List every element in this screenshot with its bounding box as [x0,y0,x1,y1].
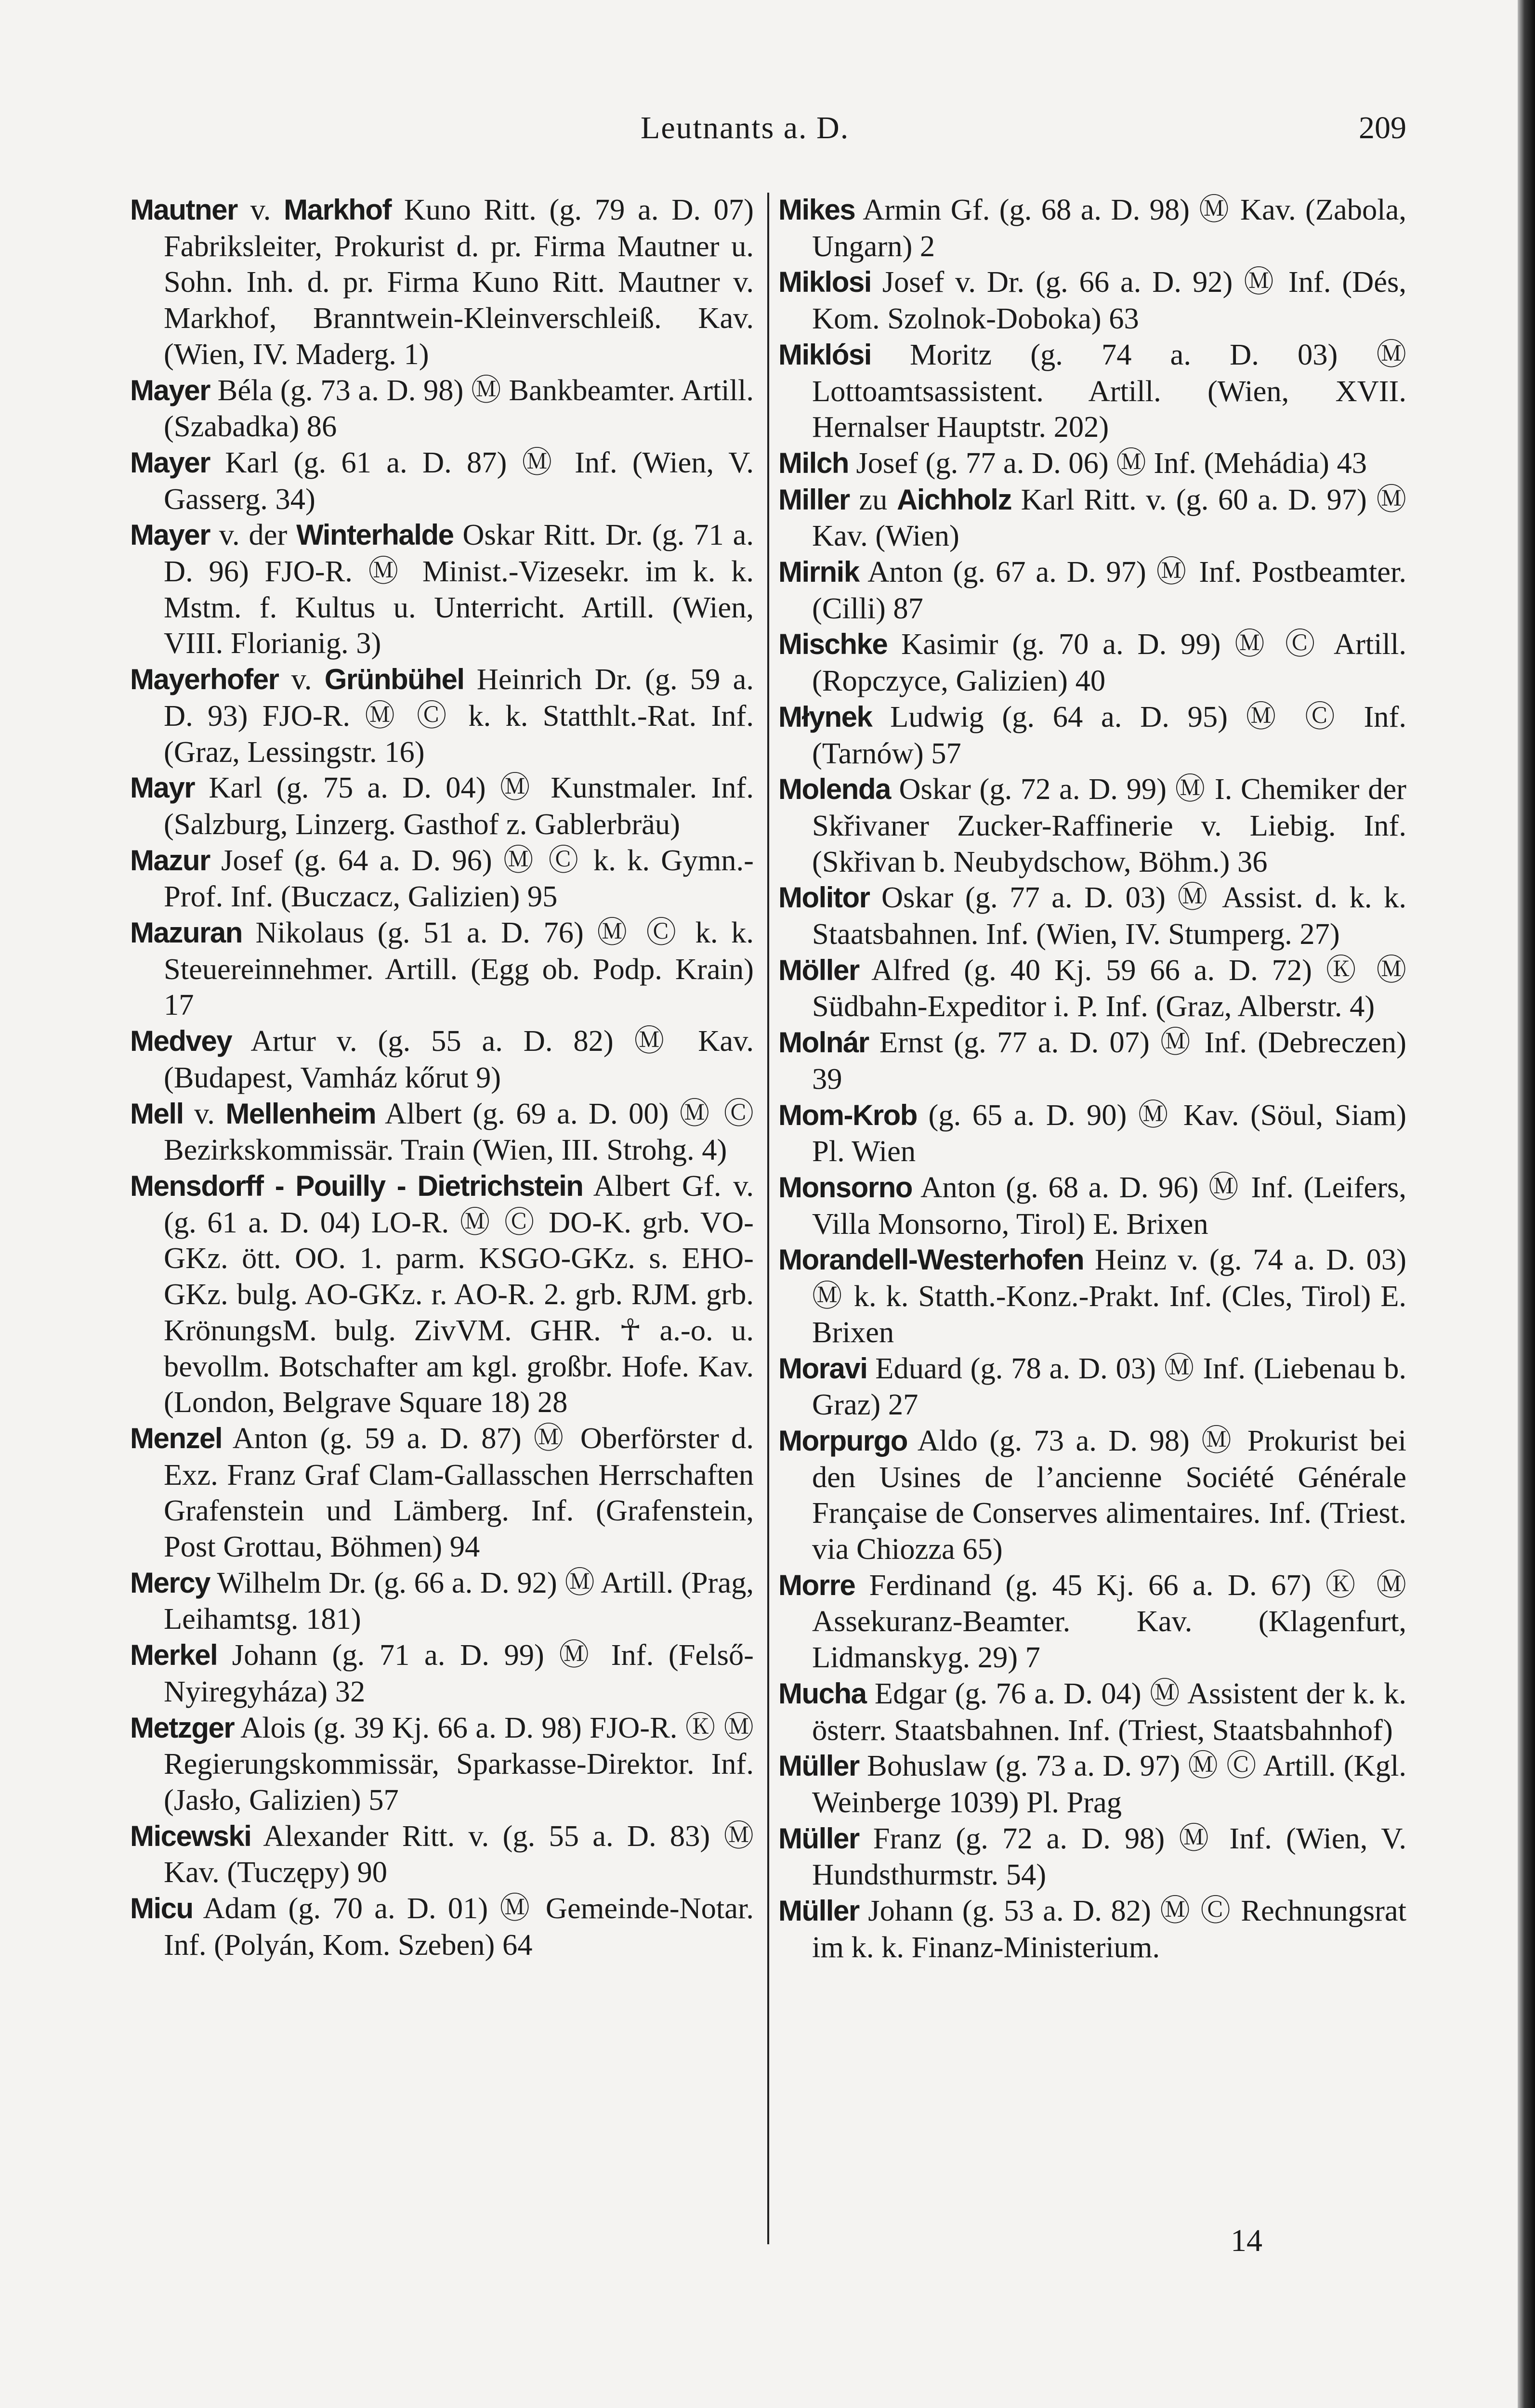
entry-details: (g. 65 a. D. 90) Ⓜ Kav. (Söul, Siam) Pl. Wien [812,1098,1406,1168]
entry-surname: Medvey [130,1025,232,1058]
entry-details: Albert Gf. v. (g. 61 a. D. 04) LO-R. Ⓜ Ⓒ DO-K. grb. VO-GKz. ött. OO. 1. parm. KSGO-GKz. s. EHO-GKz. bulg. AO-GKz. r. AO-R. 2. grb. RJM. grb. KrönungsM. bulg. ZivVM. GHR. ☥ a.-o. u. bevollm. Botschafter am kgl. großbr. Hofe. Kav. (London, Belgrave Square 18) 28 [164,1168,754,1419]
entry-surname: Miller [778,483,850,516]
entry-details: Karl Ritt. v. (g. 60 a. D. 97) Ⓜ Kav. (Wien) [812,482,1406,553]
entry-surname: Morandell-Westerhofen [778,1243,1084,1276]
entry-details: Johann (g. 53 a. D. 82) Ⓜ Ⓒ Rechnungsrat im k. k. Finanz-Ministerium. [812,1894,1406,1964]
entry-surname: Miklosi [778,266,871,299]
entry-particle: v. [183,1096,226,1130]
entry-surname: Molnár [778,1026,869,1059]
directory-entry [130,915,754,1023]
directory-entry [778,1024,1406,1097]
entry-surname: Mazuran [130,916,242,949]
entry-details: Edgar (g. 76 a. D. 04) Ⓜ Assistent der k. k. österr. Staatsbahnen. Inf. (Triest, Staatsbahnhof) [812,1676,1406,1747]
left-column [130,192,754,1963]
entry-surname: Micewski [130,1819,251,1852]
entry-particle: zu [849,482,897,516]
directory-entry [130,842,754,915]
directory-entry [130,1818,754,1890]
entry-surname: Mautner [130,194,237,226]
entry-surname: Mazur [130,844,210,877]
entry-surname: Miklósi [778,338,871,371]
entry-particle: v. [278,662,325,696]
directory-entry [130,372,754,445]
entry-details: Artur v. (g. 55 a. D. 82) Ⓜ Kav. (Budapest, Vamház kőrut 9) [164,1024,754,1094]
directory-entry [778,337,1406,445]
directory-entry [130,1023,754,1095]
directory-entry [778,1748,1406,1820]
entry-surname: Moravi [778,1352,867,1385]
entry-surname: Mischke [778,628,888,661]
entry-predicate: Aichholz [896,483,1011,516]
entry-surname: Merkel [130,1639,218,1672]
directory-entry [130,1565,754,1637]
directory-entry [778,699,1406,771]
directory-entry [778,1820,1406,1893]
entry-surname: Müller [778,1895,859,1927]
directory-entry [130,445,754,517]
entry-details: Ludwig (g. 64 a. D. 95) Ⓜ Ⓒ Inf. (Tarnów) 57 [812,699,1406,770]
entry-surname: Mom-Krob [778,1099,917,1131]
entry-surname: Mayer [130,374,210,406]
directory-entry [778,1169,1406,1242]
entry-surname: Möller [778,954,859,986]
directory-entry [130,192,754,372]
entry-surname: Menzel [130,1422,223,1454]
entry-surname: Mayr [130,772,195,804]
entry-predicate: Winterhalde [296,519,454,551]
entry-details: Alfred (g. 40 Kj. 59 66 a. D. 72) Ⓚ Ⓜ Südbahn-Expeditor i. P. Inf. (Graz, Alberstr. 4) [812,953,1406,1023]
directory-entry [778,1675,1406,1748]
entry-particle: v. [237,193,284,226]
entry-details: Josef (g. 77 a. D. 06) Ⓜ Inf. (Mehádia) 43 [848,445,1367,480]
directory-entry [130,770,754,842]
entry-surname: Mayer [130,519,210,551]
directory-entry [778,1097,1406,1169]
entry-details: Alois (g. 39 Kj. 66 a. D. 98) FJO-R. Ⓚ Ⓜ Regierungskommissär, Sparkasse-Direktor. Inf. (Jasło, Galizien) 57 [164,1710,754,1817]
entry-details: Franz (g. 72 a. D. 98) Ⓜ Inf. (Wien, V. Hundsthurmstr. 54) [812,1821,1406,1892]
directory-entry [130,1420,754,1565]
directory-entry [778,1350,1406,1423]
entry-surname: Milch [778,446,849,479]
entry-details: Bohuslaw (g. 73 a. D. 97) Ⓜ Ⓒ Artill. (Kgl. Weinberge 1039) Pl. Prag [812,1749,1406,1819]
directory-entry [778,626,1406,698]
entry-surname: Morpurgo [778,1424,907,1457]
entry-details: Nikolaus (g. 51 a. D. 76) Ⓜ Ⓒ k. k. Steuereinnehmer. Artill. (Egg ob. Podp. Krain) 17 [164,916,754,1022]
directory-entry [778,952,1406,1024]
entry-surname: Molenda [778,773,891,806]
page-header [641,110,1406,163]
entry-details: Kuno Ritt. (g. 79 a. D. 07) Fabriksleiter, Prokurist d. pr. Firma Mautner u. Sohn. Inh. d. pr. Firma Kuno Ritt. Mautner v. Markhof, Branntwein-Kleinverschleiß. Kav. (Wien, IV. Maderg. 1) [164,193,754,371]
entry-predicate: Mellenheim [225,1097,376,1130]
running-title: Leutnants a. D. [641,110,850,145]
directory-entry [778,554,1406,626]
entry-surname: Mell [130,1097,184,1130]
entry-details: Karl (g. 75 a. D. 04) Ⓜ Kunstmaler. Inf. (Salzburg, Linzerg. Gasthof z. Gablerbräu) [164,771,754,841]
entry-predicate: Grünbühel [324,663,464,696]
entry-details: Ernst (g. 77 a. D. 07) Ⓜ Inf. (Debreczen) 39 [812,1025,1406,1096]
entry-details: Béla (g. 73 a. D. 98) Ⓜ Bankbeamter. Artill. (Szabadka) 86 [164,373,754,444]
directory-entry [130,1710,754,1818]
entry-details: Heinrich Dr. (g. 59 a. D. 93) FJO-R. Ⓜ Ⓒ k. k. Statthlt.-Rat. Inf. (Graz, Lessingstr. 16) [164,662,754,769]
directory-entry [778,192,1406,264]
directory-entry [778,482,1406,554]
entry-surname: Morre [778,1569,855,1601]
entry-details: Armin Gf. (g. 68 a. D. 98) Ⓜ Kav. (Zabola, Ungarn) 2 [812,193,1406,263]
directory-entry [778,879,1406,952]
entry-details: Wilhelm Dr. (g. 66 a. D. 92) Ⓜ Artill. (Prag, Leihamtsg. 181) [164,1565,754,1636]
entry-details: Anton (g. 59 a. D. 87) Ⓜ Oberförster d. Exz. Franz Graf Clam-Gallasschen Herrschaften Grafenstein und Lämberg. Inf. (Grafenstein, Post Grottau, Böhmen) 94 [164,1421,754,1564]
entry-surname: Mayerhofer [130,663,279,696]
column-divider [767,193,769,2244]
directory-entry [130,1890,754,1963]
right-column [778,192,1406,1965]
entry-surname: Metzger [130,1711,235,1744]
entry-surname: Molitor [778,881,870,914]
directory-entry [778,1242,1406,1350]
entry-details: Johann (g. 71 a. D. 99) Ⓜ Inf. (Felső-Nyiregyháza) 32 [164,1638,754,1708]
directory-entry [130,1637,754,1709]
entry-surname: Mikes [778,194,855,226]
entry-details: Ferdinand (g. 45 Kj. 66 a. D. 67) Ⓚ Ⓜ Assekuranz-Beamter. Kav. (Klagenfurt, Lidmanskyg. 29) 7 [812,1568,1406,1675]
entry-details: Karl (g. 61 a. D. 87) Ⓜ Inf. (Wien, V. Gasserg. 34) [164,445,754,516]
directory-entry [778,1893,1406,1965]
entry-surname: Monsorno [778,1171,912,1204]
directory-entry [130,661,754,770]
entry-details: Alexander Ritt. v. (g. 55 a. D. 83) Ⓜ Kav. (Tuczępy) 90 [164,1819,754,1889]
entry-details: Josef v. Dr. (g. 66 a. D. 92) Ⓜ Inf. (Dés, Kom. Szolnok-Doboka) 63 [812,265,1406,336]
entry-surname: Młynek [778,700,872,733]
entry-surname: Mensdorff - Pouilly - Dietrichstein [130,1169,583,1202]
directory-entry [778,1567,1406,1675]
entry-details: Heinz v. (g. 74 a. D. 03) Ⓜ k. k. Statth.-Konz.-Prakt. Inf. (Cles, Tirol) E. Brixen [812,1243,1406,1349]
signature-mark: 14 [1231,2223,1262,2258]
directory-entry [778,771,1406,879]
entry-particle: v. der [210,518,297,552]
entry-predicate: Markhof [284,194,391,226]
page-number: 209 [1359,110,1406,145]
directory-entry [778,445,1406,482]
entry-details: Anton (g. 67 a. D. 97) Ⓜ Inf. Postbeamter. (Cilli) 87 [812,555,1406,625]
entry-surname: Mercy [130,1566,210,1599]
directory-entry [130,1168,754,1420]
entry-details: Josef (g. 64 a. D. 96) Ⓜ Ⓒ k. k. Gymn.-Prof. Inf. (Buczacz, Galizien) 95 [164,843,754,914]
entry-surname: Micu [130,1892,193,1925]
directory-entry [130,517,754,661]
entry-surname: Mucha [778,1677,866,1710]
directory-entry [778,264,1406,336]
entry-surname: Müller [778,1750,859,1782]
entry-details: Moritz (g. 74 a. D. 03) Ⓜ Lottoamtsassistent. Artill. (Wien, XVII. Hernalser Hauptstr. 202) [812,337,1406,444]
entry-details: Oskar (g. 77 a. D. 03) Ⓜ Assist. d. k. k. Staatsbahnen. Inf. (Wien, IV. Stumperg. 27) [812,880,1406,951]
page-edge-shadow [1518,0,1535,2408]
entry-details: Kasimir (g. 70 a. D. 99) Ⓜ Ⓒ Artill. (Ropczyce, Galizien) 40 [812,627,1406,698]
entry-surname: Mayer [130,446,210,479]
entry-surname: Müller [778,1822,859,1855]
entry-details: Albert (g. 69 a. D. 00) Ⓜ Ⓒ Bezirkskommissär. Train (Wien, III. Strohg. 4) [164,1096,754,1167]
entry-details: Eduard (g. 78 a. D. 03) Ⓜ Inf. (Liebenau b. Graz) 27 [812,1351,1406,1422]
entry-details: Aldo (g. 73 a. D. 98) Ⓜ Prokurist bei den Usines de l’ancienne Société Générale Française de Conserves alimentaires. Inf. (Triest. via Chiozza 65) [812,1423,1406,1566]
entry-details: Anton (g. 68 a. D. 96) Ⓜ Inf. (Leifers, Villa Monsorno, Tirol) E. Brixen [812,1170,1406,1241]
directory-entry [778,1423,1406,1567]
entry-details: Oskar (g. 72 a. D. 99) Ⓜ I. Chemiker der Skřivaner Zucker-Raffinerie v. Liebig. Inf. (Skřivan b. Neubydschow, Böhm.) 36 [812,772,1406,878]
entry-details: Oskar Ritt. Dr. (g. 71 a. D. 96) FJO-R. Ⓜ Minist.-Vizesekr. im k. k. Mstm. f. Kultus u. Unterricht. Artill. (Wien, VIII. Florianig. 3) [164,518,754,660]
entry-surname: Mirnik [778,556,859,589]
entry-details: Adam (g. 70 a. D. 01) Ⓜ Gemeinde-Notar. Inf. (Polyán, Kom. Szeben) 64 [164,1891,754,1962]
directory-entry [130,1096,754,1168]
